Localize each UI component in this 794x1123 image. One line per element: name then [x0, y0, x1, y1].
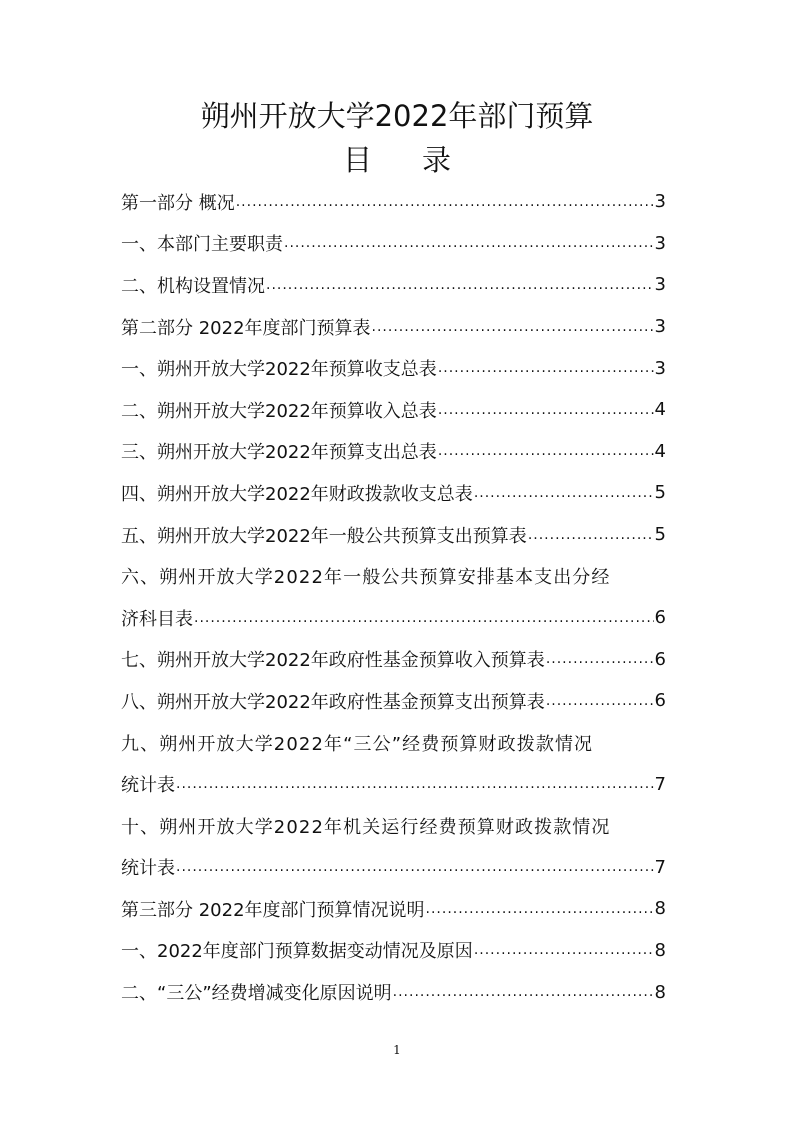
toc-leader-dots — [438, 442, 654, 460]
toc-entry-title-continuation: 济科目表 — [121, 608, 193, 630]
page-number: 1 — [393, 1043, 401, 1057]
toc-entry-title: 三、朔州开放大学2022年预算支出总表 — [121, 442, 437, 464]
toc-leader-dots — [528, 526, 654, 544]
toc-entry-title: 第三部分 2022年度部门预算情况说明 — [121, 899, 425, 921]
toc-entry-continuation[interactable] — [121, 847, 666, 889]
toc-entry-page: 6 — [654, 690, 666, 712]
toc-entry-page: 3 — [654, 274, 666, 296]
toc-entry-page: 4 — [654, 440, 666, 462]
toc-entry[interactable] — [121, 223, 666, 265]
toc-entry-title-continuation: 统计表 — [121, 775, 175, 797]
toc-entry-page: 3 — [654, 316, 666, 338]
toc-leader-dots — [438, 401, 654, 419]
toc-entry-title: 第一部分 概况 — [121, 192, 235, 214]
toc-entry[interactable] — [121, 431, 666, 473]
toc-entry-first-line[interactable] — [121, 805, 666, 847]
toc-entry-page: 6 — [654, 607, 666, 629]
toc-entry-page: 4 — [654, 399, 666, 421]
toc-entry-title: 二、“三公”经费增减变化原因说明 — [121, 983, 392, 1005]
table-of-contents — [121, 181, 666, 1013]
toc-entry-title: 一、朔州开放大学2022年预算收支总表 — [121, 359, 437, 381]
toc-entry-page: 7 — [654, 773, 666, 795]
toc-entry[interactable] — [121, 639, 666, 681]
toc-entry-title: 八、朔州开放大学2022年政府性基金预算支出预算表 — [121, 691, 545, 713]
toc-entry-title: 九、朔州开放大学2022年“三公”经费预算财政拨款情况 — [121, 733, 594, 755]
toc-leader-dots — [194, 609, 654, 627]
toc-entry[interactable] — [121, 971, 666, 1013]
toc-leader-dots — [474, 484, 654, 502]
toc-entry-page: 7 — [654, 856, 666, 878]
toc-leader-dots — [474, 941, 654, 959]
toc-entry[interactable] — [121, 930, 666, 972]
toc-entry[interactable] — [121, 264, 666, 306]
toc-entry-title: 五、朔州开放大学2022年一般公共预算支出预算表 — [121, 525, 527, 547]
toc-entry-page: 8 — [654, 981, 666, 1003]
toc-entry[interactable] — [121, 347, 666, 389]
toc-entry-page: 5 — [654, 524, 666, 546]
toc-entry-title: 第二部分 2022年度部门预算表 — [121, 317, 371, 339]
toc-leader-dots — [176, 858, 654, 876]
toc-entry-page: 6 — [654, 648, 666, 670]
toc-entry-continuation[interactable] — [121, 597, 666, 639]
toc-entry-title: 一、2022年度部门预算数据变动情况及原因 — [121, 941, 473, 963]
document-title: 朔州开放大学2022年部门预算 — [200, 99, 594, 133]
toc-leader-dots — [284, 234, 654, 252]
toc-entry[interactable] — [121, 514, 666, 556]
toc-entry[interactable] — [121, 306, 666, 348]
toc-leader-dots — [266, 276, 654, 294]
toc-entry[interactable] — [121, 181, 666, 223]
toc-entry-title-continuation: 统计表 — [121, 858, 175, 880]
toc-entry-title: 十、朔州开放大学2022年机关运行经费预算财政拨款情况 — [121, 816, 611, 838]
toc-entry-continuation[interactable] — [121, 763, 666, 805]
toc-leader-dots — [372, 318, 654, 336]
toc-entry-page: 5 — [654, 482, 666, 504]
toc-heading: 目录 — [342, 143, 501, 177]
toc-entry-page: 8 — [654, 939, 666, 961]
toc-entry-title: 六、朔州开放大学2022年一般公共预算安排基本支出分经 — [121, 567, 611, 589]
toc-entry-title: 二、朔州开放大学2022年预算收入总表 — [121, 400, 437, 422]
toc-entry-page: 8 — [654, 898, 666, 920]
toc-entry-page: 3 — [654, 232, 666, 254]
toc-leader-dots — [176, 775, 654, 793]
toc-leader-dots — [546, 692, 654, 710]
toc-entry[interactable] — [121, 389, 666, 431]
toc-entry[interactable] — [121, 472, 666, 514]
toc-leader-dots — [438, 359, 654, 377]
toc-entry-title: 一、本部门主要职责 — [121, 234, 283, 256]
toc-entry-title: 二、机构设置情况 — [121, 275, 265, 297]
toc-entry-first-line[interactable] — [121, 555, 666, 597]
toc-leader-dots — [426, 900, 654, 918]
toc-leader-dots — [393, 983, 654, 1001]
toc-leader-dots — [546, 650, 654, 668]
toc-entry-page: 3 — [654, 191, 666, 213]
toc-entry[interactable] — [121, 680, 666, 722]
toc-entry-title: 七、朔州开放大学2022年政府性基金预算收入预算表 — [121, 650, 545, 672]
toc-entry-first-line[interactable] — [121, 722, 666, 764]
toc-entry-page: 3 — [654, 357, 666, 379]
toc-entry[interactable] — [121, 888, 666, 930]
toc-entry-title: 四、朔州开放大学2022年财政拨款收支总表 — [121, 483, 473, 505]
toc-leader-dots — [236, 193, 654, 211]
